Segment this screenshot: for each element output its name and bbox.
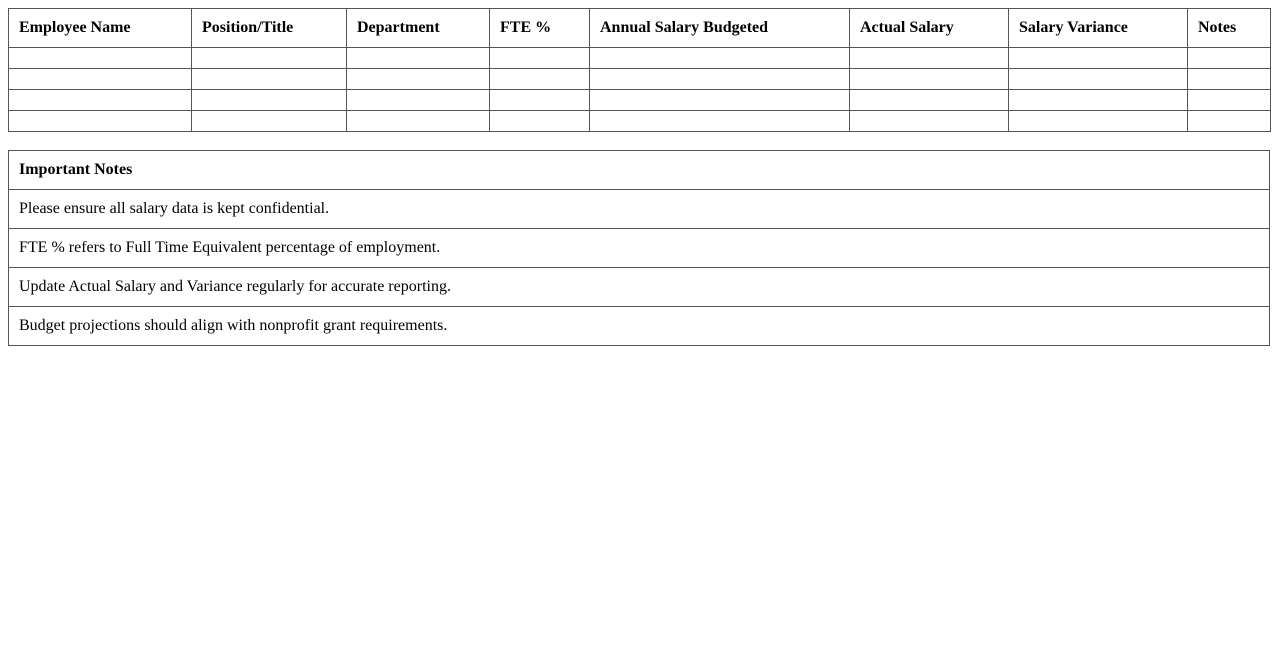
table-cell[interactable]	[9, 48, 192, 69]
note-row	[9, 268, 1270, 307]
table-row	[9, 69, 1271, 90]
table-cell[interactable]	[347, 69, 490, 90]
table-cell[interactable]	[590, 69, 850, 90]
table-cell[interactable]	[9, 90, 192, 111]
table-row	[9, 111, 1271, 132]
table-cell[interactable]	[192, 69, 347, 90]
note-item: Please ensure all salary data is kept confidential.	[9, 190, 1270, 229]
table-cell[interactable]	[347, 90, 490, 111]
note-row	[9, 190, 1270, 229]
note-item: Update Actual Salary and Variance regularly for accurate reporting.	[9, 268, 1270, 307]
note-row	[9, 229, 1270, 268]
table-cell[interactable]	[850, 69, 1009, 90]
table-cell[interactable]	[1009, 111, 1188, 132]
table-cell[interactable]	[1188, 48, 1271, 69]
table-cell[interactable]	[490, 111, 590, 132]
table-cell[interactable]	[1188, 111, 1271, 132]
table-cell[interactable]	[192, 111, 347, 132]
table-cell[interactable]	[850, 48, 1009, 69]
table-cell[interactable]	[850, 111, 1009, 132]
table-cell[interactable]	[590, 48, 850, 69]
notes-title: Important Notes	[9, 151, 1270, 190]
header-salary-variance: Salary Variance	[1009, 9, 1188, 48]
table-cell[interactable]	[1188, 90, 1271, 111]
table-cell[interactable]	[590, 90, 850, 111]
table-cell[interactable]	[1009, 90, 1188, 111]
table-cell[interactable]	[1009, 48, 1188, 69]
table-cell[interactable]	[1188, 69, 1271, 90]
table-cell[interactable]	[1009, 69, 1188, 90]
salary-budget-table	[8, 8, 1271, 132]
table-cell[interactable]	[850, 90, 1009, 111]
table-row	[9, 90, 1271, 111]
table-cell[interactable]	[347, 111, 490, 132]
header-fte: FTE %	[490, 9, 590, 48]
important-notes-table	[8, 150, 1270, 346]
header-notes: Notes	[1188, 9, 1271, 48]
header-position-title: Position/Title	[192, 9, 347, 48]
header-employee-name: Employee Name	[9, 9, 192, 48]
note-row	[9, 307, 1270, 346]
table-cell[interactable]	[490, 90, 590, 111]
table-cell[interactable]	[192, 90, 347, 111]
table-row	[9, 48, 1271, 69]
notes-header-row	[9, 151, 1270, 190]
table-cell[interactable]	[9, 69, 192, 90]
note-item: Budget projections should align with nonprofit grant requirements.	[9, 307, 1270, 346]
table-cell[interactable]	[9, 111, 192, 132]
table-cell[interactable]	[590, 111, 850, 132]
header-actual-salary: Actual Salary	[850, 9, 1009, 48]
header-annual-salary-budgeted: Annual Salary Budgeted	[590, 9, 850, 48]
table-cell[interactable]	[490, 48, 590, 69]
header-row	[9, 9, 1271, 48]
note-item: FTE % refers to Full Time Equivalent percentage of employment.	[9, 229, 1270, 268]
table-cell[interactable]	[192, 48, 347, 69]
header-department: Department	[347, 9, 490, 48]
table-cell[interactable]	[347, 48, 490, 69]
table-cell[interactable]	[490, 69, 590, 90]
